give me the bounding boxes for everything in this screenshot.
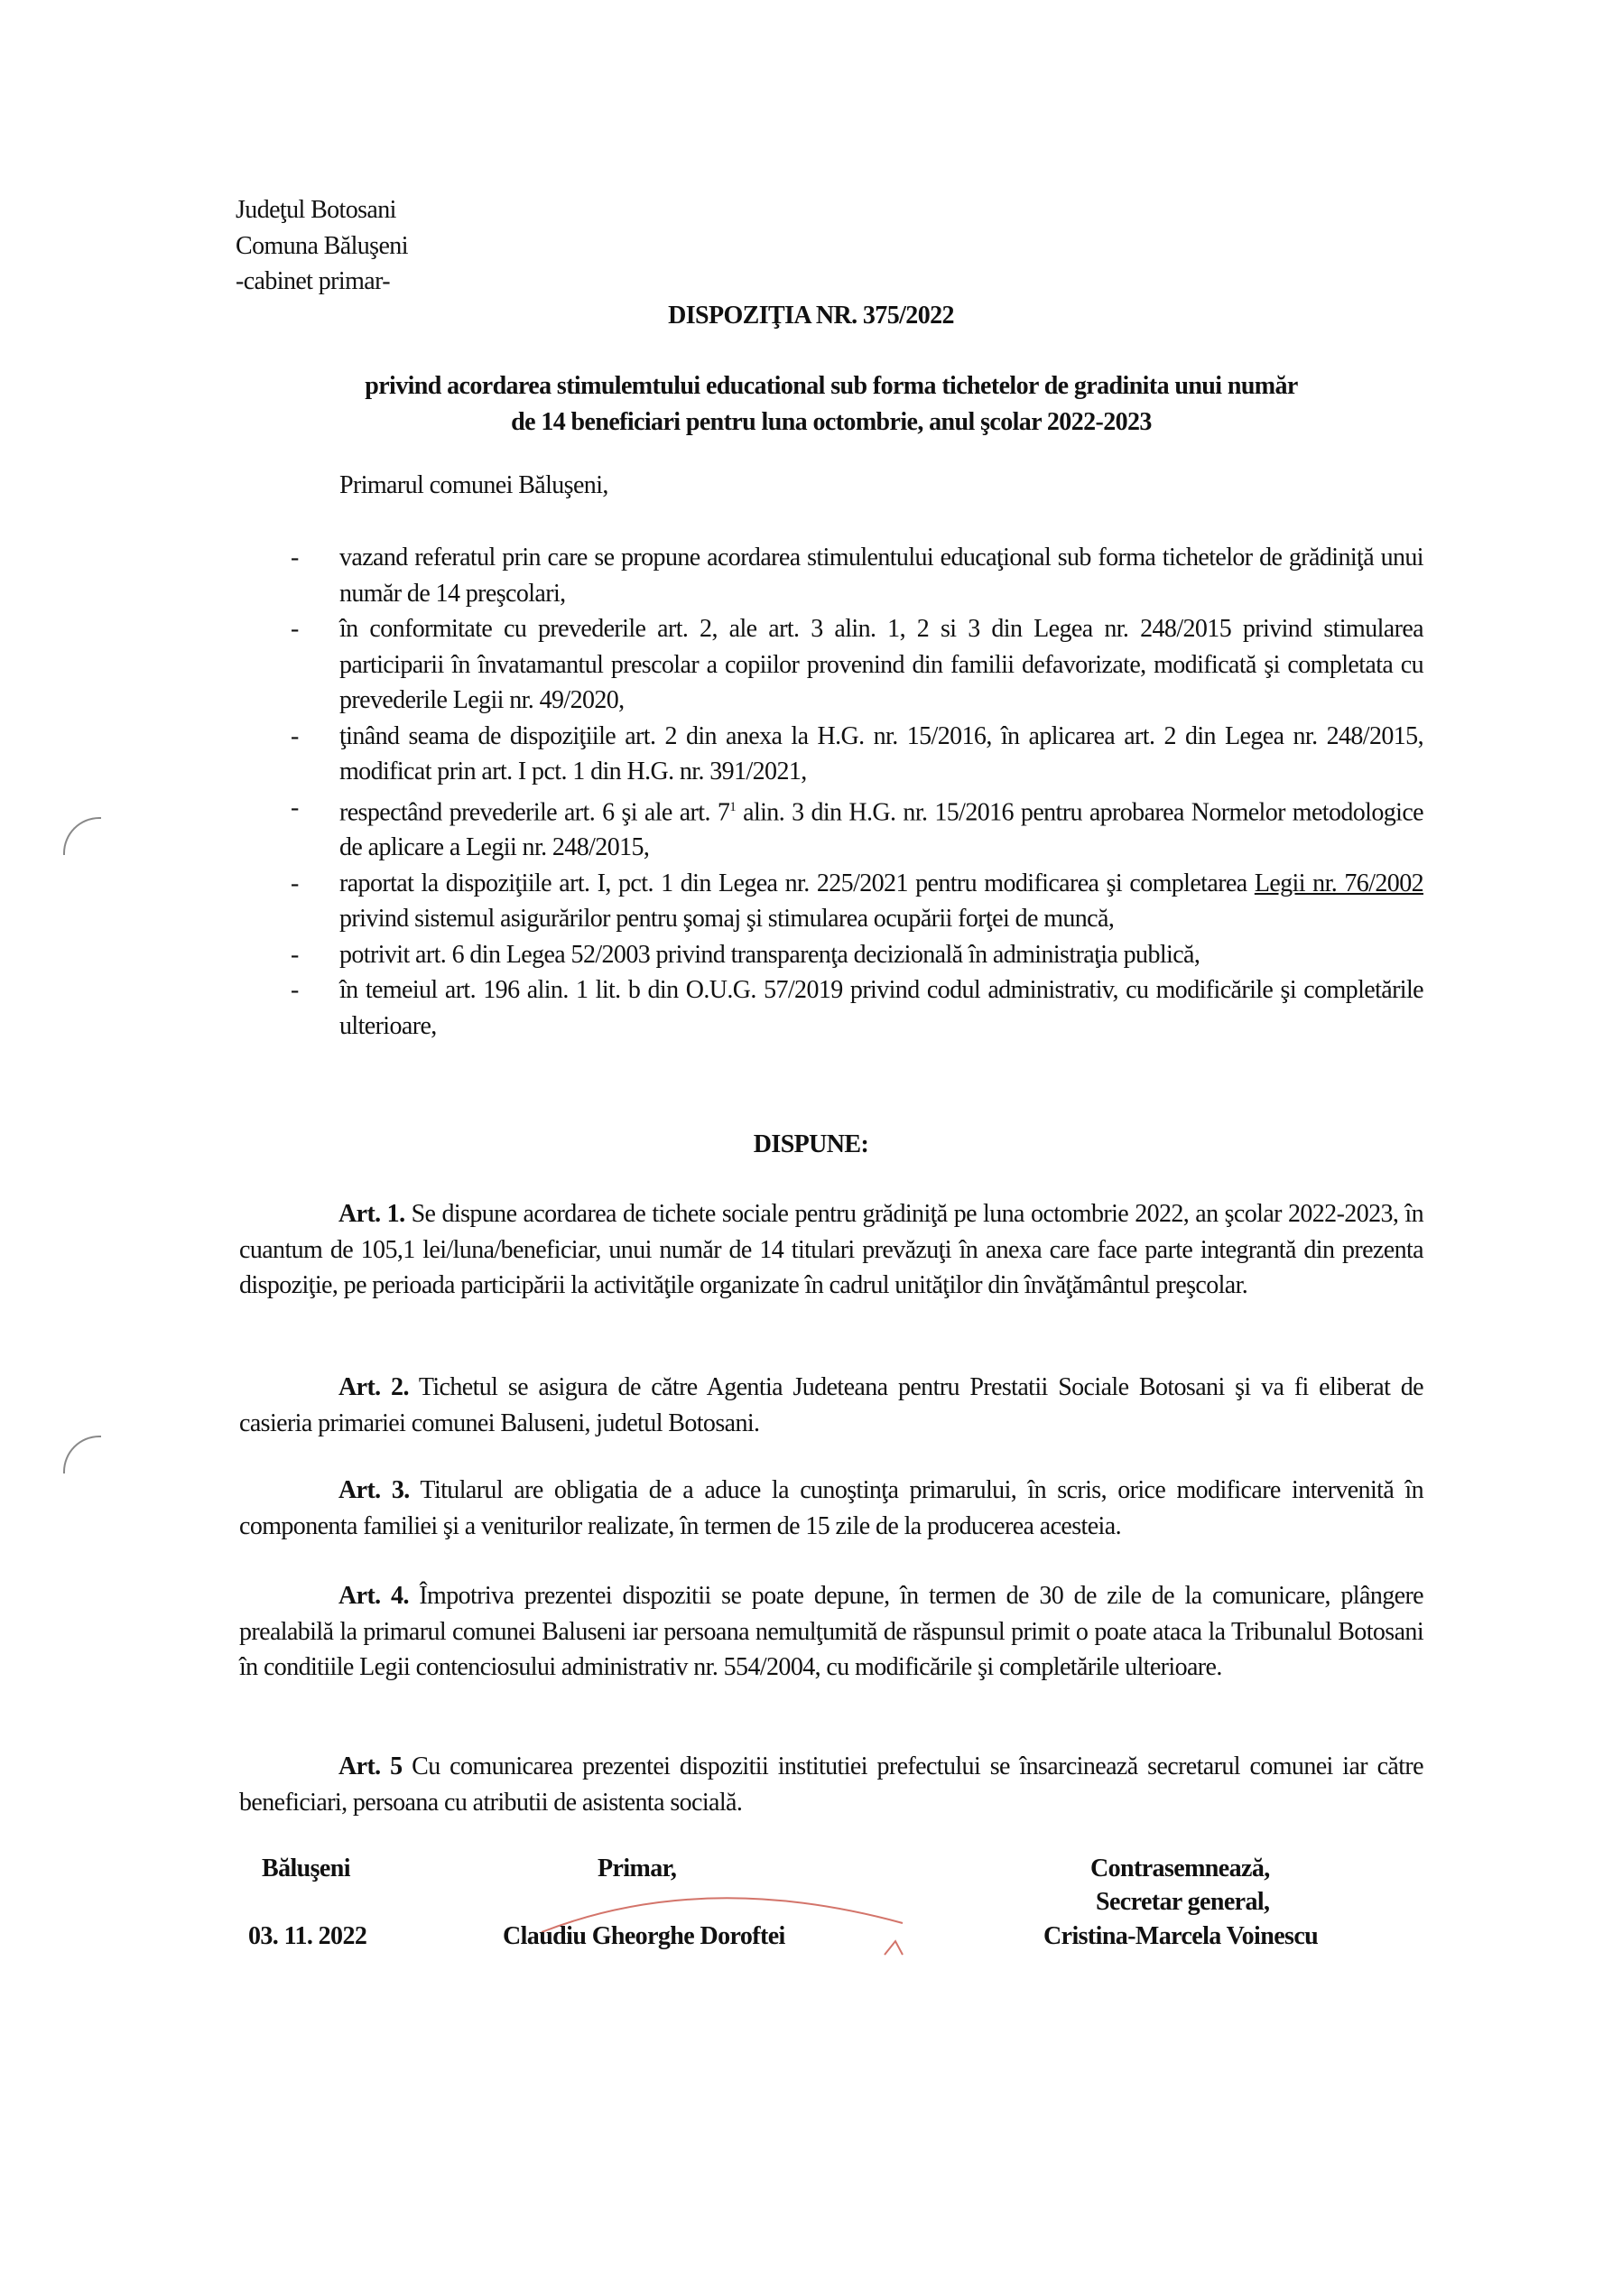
article-text: Se dispune acordarea de tichete sociale pentru grădiniţă pe luna octombrie 2022, an şcolar 2022-2023, în cuantum de 105,1 lei/luna/beneficiar, unui număr de 14 titulari prevăzuţi în anexa care face parte integrantă din prezenta dispoziţie, pe perioada participării la activităţile organizate în cadrul unităţilor din învăţământul preşcolar. [239, 1200, 1423, 1299]
article-3 [239, 1473, 1423, 1544]
subtitle-line: de 14 beneficiari pentru luna octombrie, anul şcolar 2022-2023 [511, 407, 1152, 436]
list-item [291, 719, 1423, 790]
scan-artifact [63, 817, 101, 855]
signature-place: Băluşeni [262, 1854, 350, 1882]
item-text: vazand referatul prin care se propune acordarea stimulentului educaţional sub forma tichetelor de grădiniţă unui număr de 14 preşcolari, [339, 544, 1423, 608]
bullet-dash: - [291, 869, 299, 897]
list-item [291, 866, 1423, 937]
item-text: potrivit art. 6 din Legea 52/2003 privind transparenţa decizională în administraţia publică, [339, 940, 1200, 969]
dispune-heading: DISPUNE: [753, 1130, 869, 1158]
law-link[interactable]: Legii nr. 76/2002 [1254, 869, 1423, 897]
bullet-dash: - [291, 721, 299, 750]
bullet-dash: - [291, 793, 299, 822]
article-5 [239, 1749, 1423, 1820]
article-text: Tichetul se asigura de către Agentia Judeteana pentru Prestatii Sociale Botosani şi va fi eliberat de casieria primariei comunei Baluseni, judetul Botosani. [239, 1373, 1423, 1437]
scan-artifact [63, 1436, 101, 1473]
article-label: Art. 3. [338, 1476, 410, 1504]
article-text: Cu comunicarea prezentei dispozitii institutiei prefectului se însarcinează secretarul comunei iar către beneficiari, persoana cu atributii de asistenta socială. [239, 1752, 1423, 1817]
intro-line: Primarul comunei Băluşeni, [339, 471, 608, 499]
subtitle-line: privind acordarea stimulemtului educational sub forma tichetelor de gradinita unui număr [365, 372, 1298, 400]
mayor-name: Claudiu Gheorghe Doroftei [503, 1922, 785, 1950]
bullet-dash: - [291, 976, 299, 1005]
article-1 [239, 1196, 1423, 1304]
item-text: raportat la dispoziţiile art. I, pct. 1 din Legea nr. 225/2021 pentru modificarea şi completarea [339, 869, 1255, 897]
superscript: 1 [729, 799, 737, 814]
item-text: privind sistemul asigurărilor pentru şomaj şi stimularea ocupării forţei de muncă, [339, 905, 1115, 934]
item-text: în temeiul art. 196 alin. 1 lit. b din O.U.G. 57/2019 privind codul administrativ, cu modificările şi completările ulterioare, [339, 976, 1423, 1040]
article-label: Art. 4. [338, 1582, 409, 1610]
article-text: Titularul are obligatia de a aduce la cunoştinţa primarului, în scris, orice modificare intervenită în componenta familiei şi a veniturilor realizate, în termen de 15 zile de la producerea acesteia. [239, 1476, 1423, 1540]
header-county: Judeţul Botosani [236, 196, 396, 224]
mayor-title: Primar, [598, 1854, 677, 1882]
item-text: în conformitate cu prevederile art. 2, ale art. 3 alin. 1, 2 si 3 din Legea nr. 248/2015 privind stimularea participarii în învatamantul prescolar a copiilor provenind din familii defavorizate, modificată şi completata cu prevederile Legii nr. 49/2020, [339, 615, 1423, 714]
secretary-title: Secretar general, [1096, 1888, 1270, 1916]
article-label: Art. 1. [338, 1200, 405, 1228]
issuer-header [236, 192, 408, 300]
article-label: Art. 5 [338, 1752, 403, 1780]
bullet-dash: - [291, 615, 299, 643]
document-subtitle [239, 368, 1423, 440]
bullet-dash: - [291, 544, 299, 572]
list-item [291, 790, 1423, 866]
secretary-name: Cristina-Marcela Voinescu [1043, 1922, 1319, 1950]
list-item [291, 972, 1423, 1044]
list-item [291, 540, 1423, 611]
signature-date: 03. 11. 2022 [248, 1922, 367, 1950]
article-4 [239, 1578, 1423, 1686]
item-text: respectând prevederile art. 6 şi ale art. 7 [339, 797, 730, 826]
article-text: Împotriva prezentei dispozitii se poate depune, în termen de 30 de zile de la comunicare, plângere prealabilă la primarul comunei Baluseni iar persoana nemulţumită de răspunsul primit o poate ataca la Tribunalul Botosani în conditiile Legii contenciosului administrativ nr. 554/2004, cu modificările şi completările ulterioare. [239, 1582, 1423, 1681]
item-text: alin. 3 din H.G. nr. 15/2016 pentru aprobarea Normelor metodologice de aplicare a Legii nr. 248/2015, [339, 797, 1423, 862]
list-item [291, 611, 1423, 719]
countersign-title: Contrasemnează, [1090, 1854, 1270, 1882]
bullet-dash: - [291, 940, 299, 969]
item-text: ţinând seama de dispoziţiile art. 2 din anexa la H.G. nr. 15/2016, în aplicarea art. 2 din Legea nr. 248/2015, modificat prin art. I pct. 1 din H.G. nr. 391/2021, [339, 721, 1423, 785]
list-item [291, 937, 1423, 973]
header-commune: Comuna Băluşeni [236, 231, 408, 260]
document-title: DISPOZIŢIA NR. 375/2022 [668, 302, 954, 330]
considerations-list [291, 540, 1423, 1044]
article-label: Art. 2. [338, 1373, 409, 1401]
header-office: -cabinet primar- [236, 267, 390, 295]
article-2 [239, 1370, 1423, 1441]
